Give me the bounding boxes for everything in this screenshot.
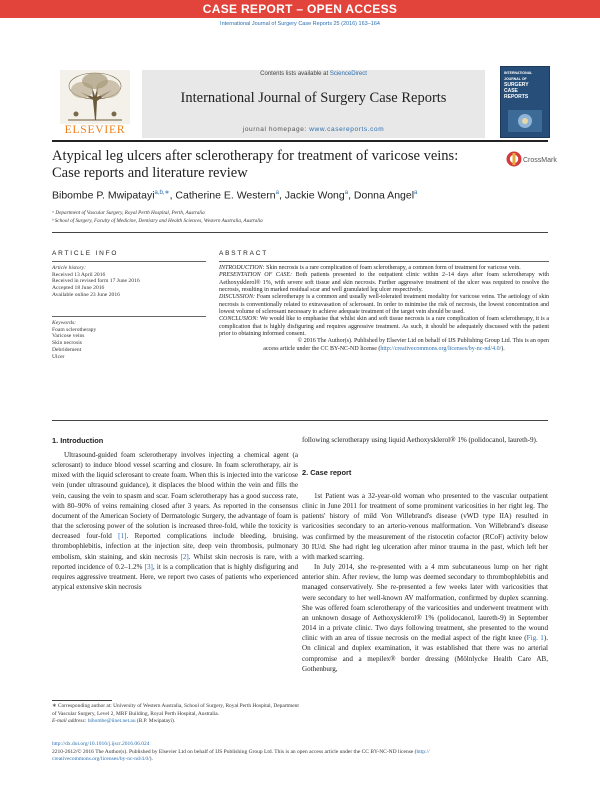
license-link-bottom-cont[interactable]: creativecommons.org/licenses/by-nc-nd/4.0/ (52, 756, 150, 763)
homepage-link[interactable]: www.casereports.com (309, 126, 385, 133)
crossmark-icon[interactable] (505, 150, 557, 168)
contents-available: Contents lists available at ScienceDirect (260, 71, 367, 77)
case-report-banner: CASE REPORT – OPEN ACCESS (0, 0, 600, 18)
license-link[interactable]: http://creativecommons.org/licenses/by-nc-nd/4.0/ (380, 345, 502, 352)
elsevier-wordmark: ELSEVIER (64, 124, 126, 136)
keyword: Debridement (52, 346, 82, 353)
case-report-text: 1st Patient was a 32-year-old woman who presented to the vascular outpatient clinic in June 2011 for treatment of some prominent varicosities in her right leg. The patients' history of mild Von Willebrand's disease (vWD type IIA) resulted in varicosities secondary to an arterio-venous malformation. Von Willebrand's disease was confirmed by the measurement of the ristocetin cofactor (RCoF) activity below 30 IU/d. She had right leg ulceration after minor trauma in the past, which left her with marked scarring. In July 2014, she re-presented with a 4 mm subcutaneous lump on her right anterior shin. After review, the lump was deemed secondary to thrombophlebitis and managed conservatively. She re-presented a few weeks later with varicosities that were secondary to her well-known AV malformation, confirmed by duplex scanning. She was offered foam sclerotherapy of the varicosities and underwent treatment with an unknown dosage of Aethoxysklerol® 1% (polidocanol, laureth-9) in September 2014 in a private clinic. Two days following treatment, she presented to the wound clinic with an area of tissue necrosis on the medial aspect of the right knee (Fig. 1). On clinical and duplex examination, it was established that there was no arterial compromise and a mepilex® border dressing (Mölnlycke Health Care AB, Gothenburg, (302, 492, 548, 673)
keywords-divider (52, 316, 206, 317)
abstract-divider (219, 261, 549, 262)
author-list: Bibombe P. Mwipatayi$^{a,b,∗}$, Catherine E. Western$^a$, Jackie Wong$^a$, Donna Angel$^a$ (52, 189, 418, 202)
continued-text: following sclerotherapy using liquid Aethoxysklerol® 1% (polidocanol, laureth-9). (302, 436, 538, 444)
article-info-heading: ARTICLE INFO (52, 250, 119, 257)
author-affiliation-marker[interactable]: a,b,∗ (154, 190, 170, 196)
author-affiliation-marker[interactable]: a (344, 190, 349, 196)
elsevier-tree-logo (60, 70, 130, 124)
introduction-heading: 1. Introduction (52, 436, 104, 445)
journal-title: International Journal of Surgery Case Reports (180, 90, 447, 106)
doi-link[interactable]: http://dx.doi.org/10.1016/j.ijscr.2016.06.024 (52, 741, 150, 747)
affiliation-b: ᵇ School of Surgery, Faculty of Medicine, Dentistry and Health Sciences, Western Australia, Australia (52, 218, 263, 224)
abstract-heading: ABSTRACT (219, 250, 269, 257)
keywords-list: Keywords: Foam sclerotherapy Varicose veins Skin necrosis Debridement Ulcer (52, 320, 206, 360)
case-report-heading: 2. Case report (302, 468, 352, 477)
author-affiliation-marker[interactable]: a (414, 190, 418, 196)
header-rule (52, 140, 548, 142)
journal-cover-title: INTERNATIONAL JOURNAL OF SURGERY CASE REPORTS (504, 71, 533, 100)
crossmark-label: CrossMark (523, 157, 557, 164)
author-name: Donna Angel (353, 189, 415, 202)
reference-link[interactable]: [2] (180, 552, 189, 561)
journal-citation[interactable]: International Journal of Surgery Case Reports 25 (2016) 163–164 (220, 21, 380, 27)
journal-cover-image (508, 110, 542, 132)
email-link[interactable]: bibombe@iinet.net.au (87, 718, 136, 725)
article-title: Atypical leg ulcers after sclerotherapy for treatment of varicose veins: Case reports and literature review (52, 148, 459, 181)
reference-link[interactable]: [1] (118, 532, 127, 541)
affiliation-a: ᵃ Department of Vascular Surgery, Royal Perth Hospital, Perth, Australia (52, 210, 205, 216)
doi-and-license: http://dx.doi.org/10.1016/j.ijscr.2016.06.024 2210-2612/© 2016 The Author(s). Published by Elsevier Ltd on behalf of IJS Publishing Group Ltd. This is an open access article under the CC BY-NC-ND license (http:// creativecommons.org/licenses/by-nc-nd/4.0/). (52, 741, 430, 763)
reference-link[interactable]: [3] (144, 562, 153, 571)
keyword: Varicose veins (52, 333, 85, 340)
footnote-rule (52, 700, 112, 701)
article-history: Article history: Received 13 April 2016 Received in revised form 17 June 2016 Accepted 18 June 2016 Available online 23 June 2016 (52, 265, 140, 298)
keyword: Ulcer (52, 353, 65, 360)
abstract-body: INTRODUCTION: Skin necrosis is a rare complication of foam sclerotherapy, a common form of treatment for varicose vein. PRESENTATION OF CASE: Both patients presented to the outpatient clinic within 2–14 days after foam sclerotherapy with Aethoxysklerol® 1%, with severe soft tissue and skin necrosis. Further aggressive treatment of the ulcer was required to resolve the necrosis, resulting in marked residual scar and well granulated leg ulcer respectively. DISCUSSION: Foam sclerotherapy is a common and usually well-tolerated treatment modality for varicose veins. The aetiology of skin necrosis is conventionally related to extravasation of sclerosant. In order to minimise the risk of necrosis, the lowest concentration and lowest volume of sclerosant necessary to achieve adequate treatment of the target vein should be used. CONCLUSION: We would like to emphasise that whilst skin and soft tissue necrosis is a rare complication of foam sclerotherapy, it is a complication that is highly disfiguring and requires aggressive treatment. As such, it should be adequately discussed with the patient prior to obtaining informed consent. © 2016 The Author(s). Published by Elsevier Ltd on behalf of IJS Publishing Group Ltd. This is an open access article under the CC BY-NC-ND license (http://creativecommons.org/licenses/by-nc-nd/4.0/). (219, 265, 549, 352)
journal-homepage: journal homepage: www.casereports.com (242, 126, 385, 133)
affiliation-divider (52, 232, 548, 233)
license-link-bottom[interactable]: http:// (416, 748, 430, 755)
author-affiliation-marker[interactable]: a (275, 190, 279, 196)
keyword: Skin necrosis (52, 340, 82, 347)
keyword: Foam sclerotherapy (52, 326, 97, 333)
author-name: Bibombe P. Mwipatayi (52, 189, 155, 202)
author-name: Jackie Wong (284, 189, 345, 202)
figure-link[interactable]: Fig. 1 (526, 634, 544, 643)
author-name: Catherine E. Western (175, 189, 276, 202)
article-info-divider (52, 261, 206, 262)
corresponding-author-note: ∗ Corresponding author at: University of Western Australia, School of Surgery, Royal Perth Hospital, Department of Vascular Surgery, Level 2, MRF Building, Royal Perth Hospital, Australia. E-mail address: bibombe@iinet.net.au (B.P. Mwipatayi). (52, 703, 299, 725)
sciencedirect-link[interactable]: ScienceDirect (329, 71, 367, 77)
abstract-end-divider (52, 420, 548, 421)
introduction-text: Ultrasound-guided foam sclerotherapy involves injecting a chemical agent (a sclerosant) to induce blood vessel scarring and closure. In foam sclerotherapy, air is mixed with the liquid sclerosant to create foam. When this is injected into the varicose vein (under ultrasound guidance), it displaces the blood within the vein and fills the vein, causing the vein to spasm and scar. Foam sclerotherapy has a good success rate, with 80–90% of veins remaining closed after 3 years. As reported in the consensus document of the American Society of Dermatologic Surgery, the advantage of foam is that the sclerosing power of the solution is increased three-fold, while the toxicity is decreased four-fold [1]. Reported complications include bleeding, bruising, thrombophlebitis, infection at the injection site, deep vein thrombosis, pulmonary embolism, skin staining, and skin necrosis [2]. Whilst skin necrosis is rare, with a reported incidence of 0.2–1.2% [3], it is a complication that is highly disfiguring and requires aggressive treatment. Here, we report two cases of patients who experienced atypical extensive skin necrosis (52, 451, 298, 592)
